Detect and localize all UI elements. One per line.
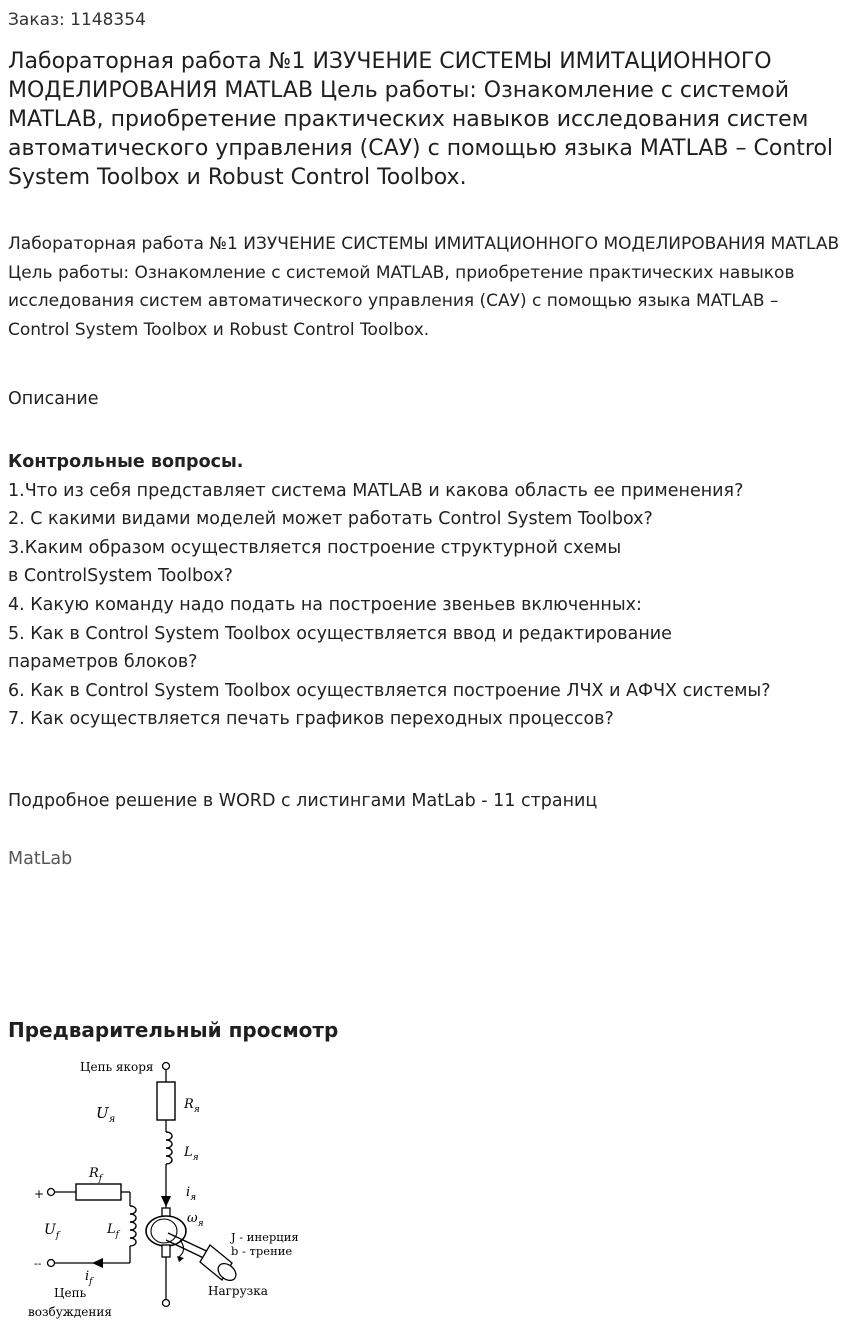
r-field-label: $R_f$ <box>89 1166 103 1184</box>
field-inductor <box>130 1206 136 1246</box>
question-line: в ControlSystem Toolbox? <box>8 566 233 587</box>
torque-arrow <box>177 1256 184 1262</box>
friction-label: b - трение <box>231 1244 293 1258</box>
questions-block <box>8 448 844 734</box>
question-line: параметров блоков? <box>8 652 198 673</box>
armature-inductor <box>166 1132 172 1164</box>
excitation-label-line2: возбуждения <box>28 1305 112 1319</box>
order-number: Заказ: 1148354 <box>8 10 146 30</box>
l-field-label: $L_f$ <box>107 1222 119 1240</box>
questions-heading: Контрольные вопросы. <box>8 452 244 472</box>
motor-rotor <box>146 1216 186 1246</box>
field-bottom-terminal <box>48 1260 55 1267</box>
solution-note: Подробное решение в WORD с листингами MatLab - 11 страниц <box>8 791 598 811</box>
inertia-label: J - инерция <box>231 1230 299 1244</box>
question-line: 6. Как в Control System Toolbox осуществляется построение ЛЧХ и АФЧХ системы? <box>8 680 771 701</box>
question-line: 1.Что из себя представляет система MATLAB и какова область ее применения? <box>8 480 744 501</box>
u-field-label: $U_f$ <box>44 1222 60 1241</box>
omega-label: $\omega_я$ <box>187 1211 204 1229</box>
page-title: Лабораторная работа №1 ИЗУЧЕНИЕ СИСТЕМЫ ИМИТАЦИОННОГО МОДЕЛИРОВАНИЯ MATLAB Цель работы: Ознакомление с системой MATLAB, приобретение практических навыков исследования систем автоматического управления (САУ) с помощью языка MATLAB – Control System Toolbox и Robust Control Toolbox. <box>8 49 834 190</box>
armature-bottom-terminal <box>163 1300 170 1307</box>
i-field-label: $i_f$ <box>85 1269 93 1287</box>
plus-sign: + <box>34 1187 45 1201</box>
armature-resistor <box>157 1082 175 1120</box>
preview-heading: Предварительный просмотр <box>8 1018 339 1042</box>
u-armature-label: $U_я$ <box>96 1104 116 1125</box>
armature-top-terminal <box>163 1063 170 1070</box>
question-line: 5. Как в Control System Toolbox осуществляется ввод и редактирование <box>8 623 672 644</box>
field-current-arrow <box>92 1258 103 1268</box>
load-label: Нагрузка <box>208 1284 268 1298</box>
field-resistor <box>76 1184 121 1200</box>
page-subtitle: Лабораторная работа №1 ИЗУЧЕНИЕ СИСТЕМЫ ИМИТАЦИОННОГО МОДЕЛИРОВАНИЯ MATLAB Цель работы: Ознакомление с системой MATLAB, приобретение практических навыков исследования систем автоматического управления (САУ) с помощью языка MATLAB – Control System Toolbox и Robust Control Toolbox. <box>8 234 840 341</box>
dc-motor-schema <box>20 1050 350 1330</box>
question-line: 3.Каким образом осуществляется построение структурной схемы <box>8 537 622 558</box>
minus-sign: -- <box>34 1257 42 1270</box>
armature-current-arrow <box>161 1196 171 1207</box>
question-line: 2. С какими видами моделей может работать Control System Toolbox? <box>8 509 653 530</box>
field-top-terminal <box>48 1189 55 1196</box>
category-tag-link[interactable]: MatLab <box>8 849 73 869</box>
motor-brush-bottom <box>162 1245 170 1257</box>
armature-circuit-label: Цепь якоря <box>80 1060 154 1074</box>
i-armature-label: $i_я$ <box>186 1185 197 1203</box>
description-label: Описание <box>8 389 99 409</box>
question-line: 7. Как осуществляется печать графиков переходных процессов? <box>8 709 614 730</box>
excitation-label-line1: Цепь <box>54 1286 87 1300</box>
l-armature-label: $L_я$ <box>184 1145 199 1163</box>
r-armature-label: $R_я$ <box>184 1097 200 1115</box>
question-line: 4. Какую команду надо подать на построение звеньев включенных: <box>8 594 642 615</box>
